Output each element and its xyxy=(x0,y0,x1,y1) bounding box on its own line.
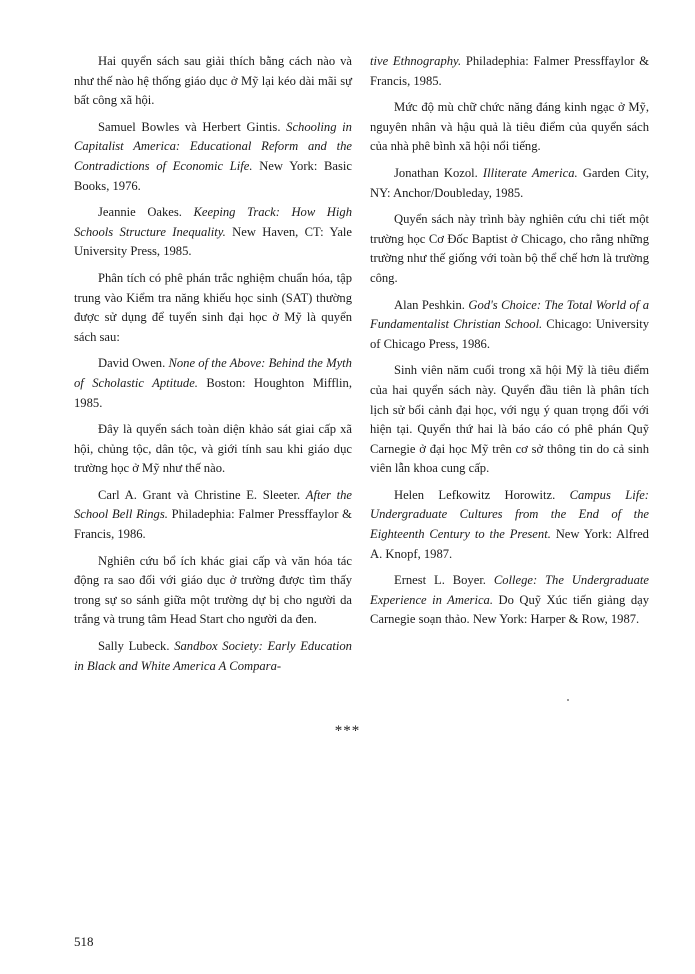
entry-title: After the School Bell Rings. xyxy=(74,487,352,522)
entry-title: Sandbox Society: Early Education in Black and White America A Compara- xyxy=(74,639,352,673)
bibliography-entry xyxy=(74,203,352,262)
entry-author: Sally Lubeck. xyxy=(98,639,175,654)
bibliography-entry xyxy=(370,486,649,564)
bibliography-entry xyxy=(74,354,352,413)
body-paragraph: Mức độ mù chữ chức năng đáng kinh ngạc ở Mỹ, nguyên nhân và hậu quả là tiêu điểm của quyển sách của nhà phê bình xã hội nổi tiếng. xyxy=(370,100,649,154)
entry-publisher: New York: Alfred A. Knopf, 1987. xyxy=(370,527,649,561)
entry-author: Helen Lefkowitz Horowitz. xyxy=(394,487,570,502)
body-paragraph: Quyển sách này trình bày nghiên cứu chi tiết một trường học Cơ Đốc Baptist ở Chicago, cho rằng những trường như thế giống với toàn bộ thể chế hơn là trường công. xyxy=(370,212,649,285)
entry-publisher: Philadephia: Falmer Pressffaylor & Francis, 1985. xyxy=(370,54,649,88)
entry-title: Illiterate America. xyxy=(482,165,578,180)
entry-author: Carl A. Grant và Christine E. Sleeter. xyxy=(98,487,306,502)
page-number: 518 xyxy=(74,934,94,949)
bibliography-entry xyxy=(74,486,352,545)
entry-author: Samuel Bowles và Herbert Gintis. xyxy=(98,119,287,134)
bibliography-entry xyxy=(370,296,649,355)
right-column xyxy=(370,52,649,637)
entry-title: None of the Above: Behind the Myth of Scholastic Aptitude. xyxy=(74,356,352,390)
bibliography-entry xyxy=(370,52,649,91)
entry-publisher: New Haven, CT: Yale University Press, 1985. xyxy=(74,224,352,259)
bibliography-entry xyxy=(74,118,352,196)
left-column xyxy=(74,52,352,683)
entry-publisher: Chicago: University of Chicago Press, 1986. xyxy=(370,317,649,351)
entry-publisher: New York: Basic Books, 1976. xyxy=(74,158,352,193)
scan-speck xyxy=(567,699,569,701)
bibliography-entry xyxy=(370,164,649,203)
entry-publisher: Garden City, NY: Anchor/Doubleday, 1985. xyxy=(370,165,649,200)
entry-title: Campus Life: Undergraduate Cultures from the End of the Eighteenth Century to the Present. xyxy=(370,487,649,542)
section-separator: *** xyxy=(334,723,361,739)
entry-title: Schooling in Capitalist America: Educational Reform and the Contradictions of Economic Life. xyxy=(74,119,352,173)
entry-publisher: Philadephia: Falmer Pressffaylor & Francis, 1986. xyxy=(74,507,352,542)
body-paragraph: Nghiên cứu bổ ích khác giai cấp và văn hóa tác động ra sao đối với giáo dục ở trường được tìm thấy trong sự so sánh giữa một trường dự bị cho người da trắng và trung tâm Head Start cho người da đen. xyxy=(74,553,352,627)
body-paragraph: Sinh viên năm cuối trong xã hội Mỹ là tiêu điểm của hai quyển sách này. Quyển đầu tiên là phân tích lịch sử bối cảnh đại học, với ngụ ý quan trọng đối với hiện tại. Quyển thứ hai là báo cáo có phê phán Quỹ Carnegie ở đại học Mỹ trên cơ sở thông tin do cả sinh viên lẫn khoa cung cấp. xyxy=(370,363,649,476)
entry-author: David Owen. xyxy=(98,356,169,371)
body-paragraph: Đây là quyển sách toàn diện khảo sát giai cấp xã hội, chủng tộc, dân tộc, và giới tính sau khi giáo dục trường học ở Mỹ như thế nào. xyxy=(74,422,352,476)
bibliography-entry xyxy=(74,637,352,676)
entry-author: Jonathan Kozol. xyxy=(394,165,483,180)
entry-title: tive Ethnography. xyxy=(370,54,462,68)
entry-author: Jeannie Oakes. xyxy=(98,205,194,220)
entry-title: Keeping Track: How High Schools Structure Inequality. xyxy=(74,205,352,239)
body-paragraph: Hai quyển sách sau giải thích bằng cách nào và như thế nào hệ thống giáo dục ở Mỹ lại kéo dài mãi sự bất công xã hội. xyxy=(74,54,352,108)
entry-author: Ernest L. Boyer. xyxy=(394,573,494,588)
body-paragraph: Phân tích có phê phán trắc nghiệm chuẩn hóa, tập trung vào Kiểm tra năng khiếu học sinh (SAT) thường được sử dụng để tuyển sinh đại học ở Mỹ là quyển sách sau: xyxy=(74,270,352,344)
entry-title: God's Choice: The Total World of a Fundamentalist Christian School. xyxy=(370,297,650,332)
entry-title: College: The Undergraduate Experience in America. xyxy=(370,573,649,607)
bibliography-entry xyxy=(370,571,649,630)
entry-author: Alan Peshkin. xyxy=(394,297,469,312)
entry-publisher: Do Quỹ Xúc tiến giảng dạy Carnegie soạn thảo. New York: Harper & Row, 1987. xyxy=(370,592,649,627)
entry-publisher: Boston: Houghton Mifflin, 1985. xyxy=(74,375,353,410)
